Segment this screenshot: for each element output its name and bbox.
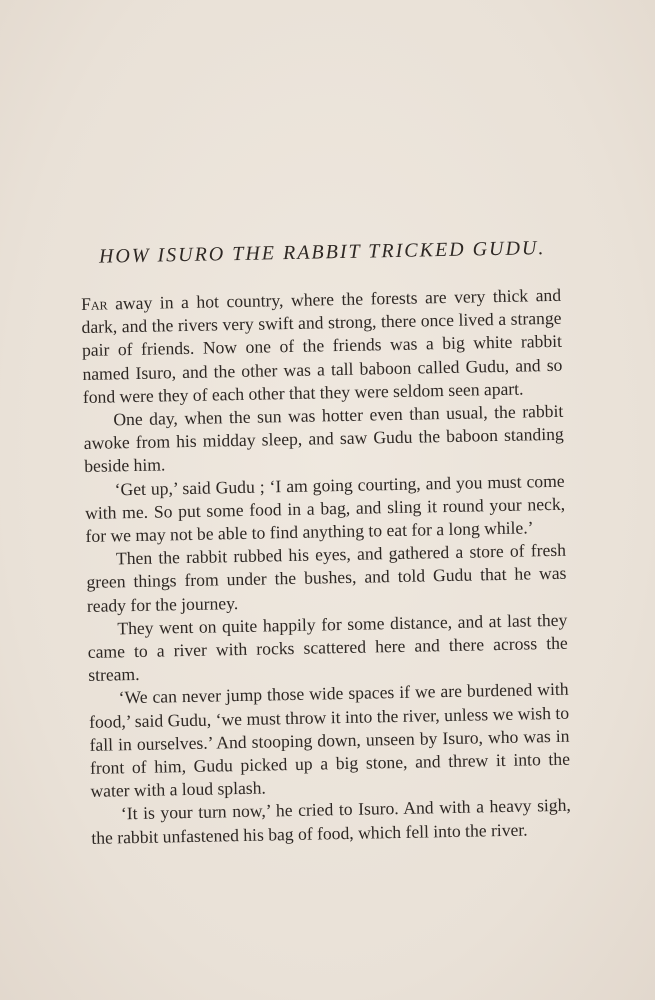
paragraph-2: One day, when the sun was hotter even than usual, the rabbit awoke from his midday sleep, and saw Gudu the baboon standing beside him.	[83, 400, 564, 477]
paragraph-5: They went on quite happily for some distance, and at last they came to a river with rocks scattered here and there across the stream.	[87, 609, 568, 686]
paragraph-lead-word: Far	[80, 293, 108, 314]
text-block	[80, 237, 572, 850]
paragraph-1	[81, 284, 563, 409]
paragraph-6: ‘We can never jump those wide spaces if we are burdened with food,’ said Gudu, ‘we must throw it into the river, unless we wish to fall in ourselves.’ And stooping down, unseen by Isuro, who was in front of him, Gudu picked up a big stone, and threw it into the water with a loud splash.	[88, 679, 571, 802]
paragraph-3: ‘Get up,’ said Gudu ; ‘I am going courting, and you must come with me. So put some food in a bag, and sling it round your neck, for we may not be able to find anything to eat for a long while.’	[84, 470, 566, 546]
paragraph-1-text: away in a hot country, where the forests are very thick and dark, and the rivers very swift and strong, there once lived a strange pair of friends. Now one of the friends was a big white rabbit named Isuro, and the other was a tall baboon called Gudu, and so fond were they of each other that they were seldom seen apart.	[81, 284, 563, 407]
chapter-title: HOW ISURO THE RABBIT TRICKED GUDU.	[98, 237, 546, 268]
paragraph-7: ‘It is your turn now,’ he cried to Isuro. And with a heavy sigh, the rabbit unfastened his bag of food, which fell into the river.	[91, 795, 572, 848]
paragraph-4: Then the rabbit rubbed his eyes, and gathered a store of fresh green things from under the bushes, and told Gudu that he was ready for the journey.	[86, 539, 567, 616]
